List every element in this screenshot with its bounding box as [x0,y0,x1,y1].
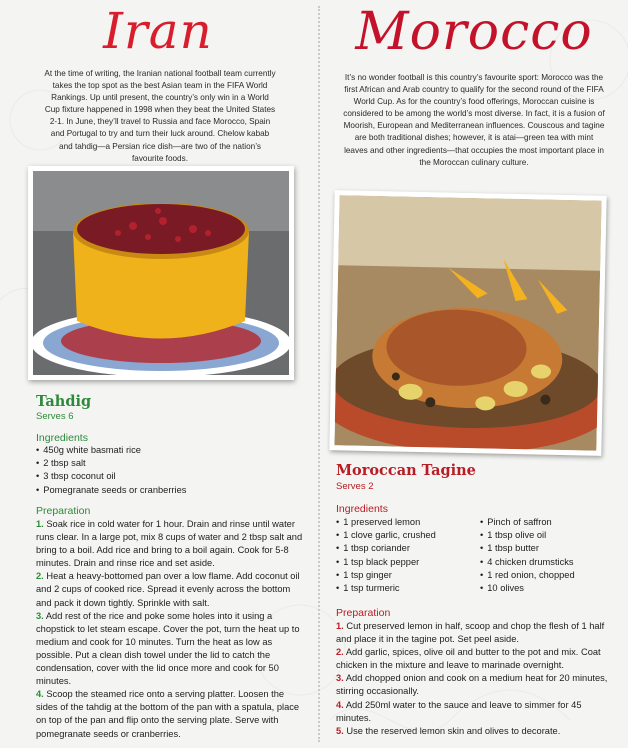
ingredients-heading-tahdig: Ingredients [36,432,88,444]
step-number: 1. [36,519,44,529]
step-number: 4. [336,699,344,710]
preparation-steps-tahdig [36,518,308,741]
iran-intro: At the time of writing, the Iranian national football team currently takes the top spot as the best Asian team in the FIFA World Rankings. Up until present, the country’s only win in a World Cup fixture happened in 1998 when they beat the United States 2-1. In June, they’ll travel to Russia and face Morocco, Spain and Portugal to try and turn their luck around. Chelow kabab and tahdig—a Persian rice dish—are two of the nation’s favourite foods. [44,69,276,163]
list-item: • 1 preserved lemon [336,516,436,529]
step-text: Add rest of the rice and poke some holes into it using a chopstick to let steam escape. Cover the pot, turn the heat up to medium and cook for 10 minutes. Turn the heat as low as possible. Put a clean dish towel under the lid to catch the condensation, cover with the lid once more and cook for 50 minutes. [36,610,300,687]
tagine-photo [329,190,606,456]
morocco-intro: It’s no wonder football is this country’s favourite sport: Morocco was the first African and Arab country to qualify for the second round of the FIFA World Cup. As for the country’s food offerings, Moroccan cuisine is considered to be among the world’s most diverse. In fact, it is a fusion of Moorish, European and Mediterranean influences. Couscous and tagine are both traditional dishes; however, it is atai—green tea with mint leaves and other ingredients—that occupies the most important place in the Moroccan culinary culture. [343,73,605,167]
step [336,725,616,738]
preparation-heading-tahdig: Preparation [36,505,91,517]
recipe-title-tahdig: Tahdig [36,393,92,410]
list-item: • 3 tbsp coconut oil [36,470,186,483]
step-text: Scoop the steamed rice onto a serving platter. Loosen the sides of the tahdig at the bottom of the pan with a spatula, place on top of the pan and flip onto the serving plate. Serve with pomegranate seeds or cranberries. [36,689,300,739]
step-text: Soak rice in cold water for 1 hour. Drain and rinse until water runs clear. In a large pot, mix 8 cups of water and 2 tbsp salt and bring to a boil. Add rice and bring to a boil again. Cook for 5-8 minutes. Drain and rinse rice and set aside. [36,519,303,569]
ingredients-list-tahdig [36,444,186,497]
list-item: • 1 tsp turmeric [336,582,436,595]
step [36,570,308,609]
list-item: • 1 red onion, chopped [480,569,575,582]
list-item: • 1 tbsp olive oil [480,529,575,542]
ingredients-list-tagine-col1 [336,516,436,595]
list-item: • 1 tsp black pepper [336,556,436,569]
step-number: 3. [336,673,344,684]
step-text: Add 250ml water to the sauce and leave to simmer for 45 minutes. [336,699,582,723]
step [336,646,616,672]
step [336,672,616,698]
step-text: Add chopped onion and cook on a medium heat for 20 minutes, stirring occasionally. [336,673,608,697]
step [36,518,308,570]
column-divider [318,6,320,742]
step [336,699,616,725]
step-number: 1. [336,621,344,631]
ingredients-heading-tagine: Ingredients [336,503,388,515]
list-item: • 1 tbsp butter [480,542,575,555]
list-item: • 450g white basmati rice [36,444,186,457]
list-item: • 1 tsp ginger [336,569,436,582]
step-number: 3. [36,610,44,621]
step [336,620,616,646]
step-number: 4. [36,689,44,700]
tahdig-image [33,171,289,375]
list-item: • 2 tbsp salt [36,457,186,470]
list-item: • 10 olives [480,582,575,595]
tagine-image [334,195,601,450]
list-item: • Pinch of saffron [480,516,575,529]
step [36,688,308,740]
step-text: Cut preserved lemon in half, scoop and chop the flesh of 1 half and place it in the tagine pot. Set peel aside. [336,621,605,645]
serves-tagine: Serves 2 [336,481,374,492]
list-item: • 4 chicken drumsticks [480,556,575,569]
serves-tahdig: Serves 6 [36,411,74,422]
country-title-morocco: Morocco [355,2,593,62]
preparation-steps-tagine [336,620,616,738]
list-item: • 1 clove garlic, crushed [336,529,436,542]
tahdig-photo [28,166,294,380]
recipe-title-tagine: Moroccan Tagine [336,462,476,479]
country-title-iran: Iran [103,2,213,60]
preparation-heading-tagine: Preparation [336,607,391,619]
step-number: 2. [336,647,344,658]
step-text: Add garlic, spices, olive oil and butter to the pot and mix. Coat chicken in the mixture and leave to marinade overnight. [336,647,601,671]
step-text: Use the reserved lemon skin and olives to decorate. [346,725,561,736]
step [36,610,308,689]
step-text: Heat a heavy-bottomed pan over a low flame. Add coconut oil and 2 cups of cooked rice. Spread it evenly across the bottom and pack it down tightly. Sprinkle with salt. [36,571,300,608]
list-item: • Pomegranate seeds or cranberries [36,484,186,497]
ingredients-list-tagine-col2 [480,516,575,595]
list-item: • 1 tbsp coriander [336,542,436,555]
step-number: 5. [336,725,344,736]
step-number: 2. [36,571,44,582]
